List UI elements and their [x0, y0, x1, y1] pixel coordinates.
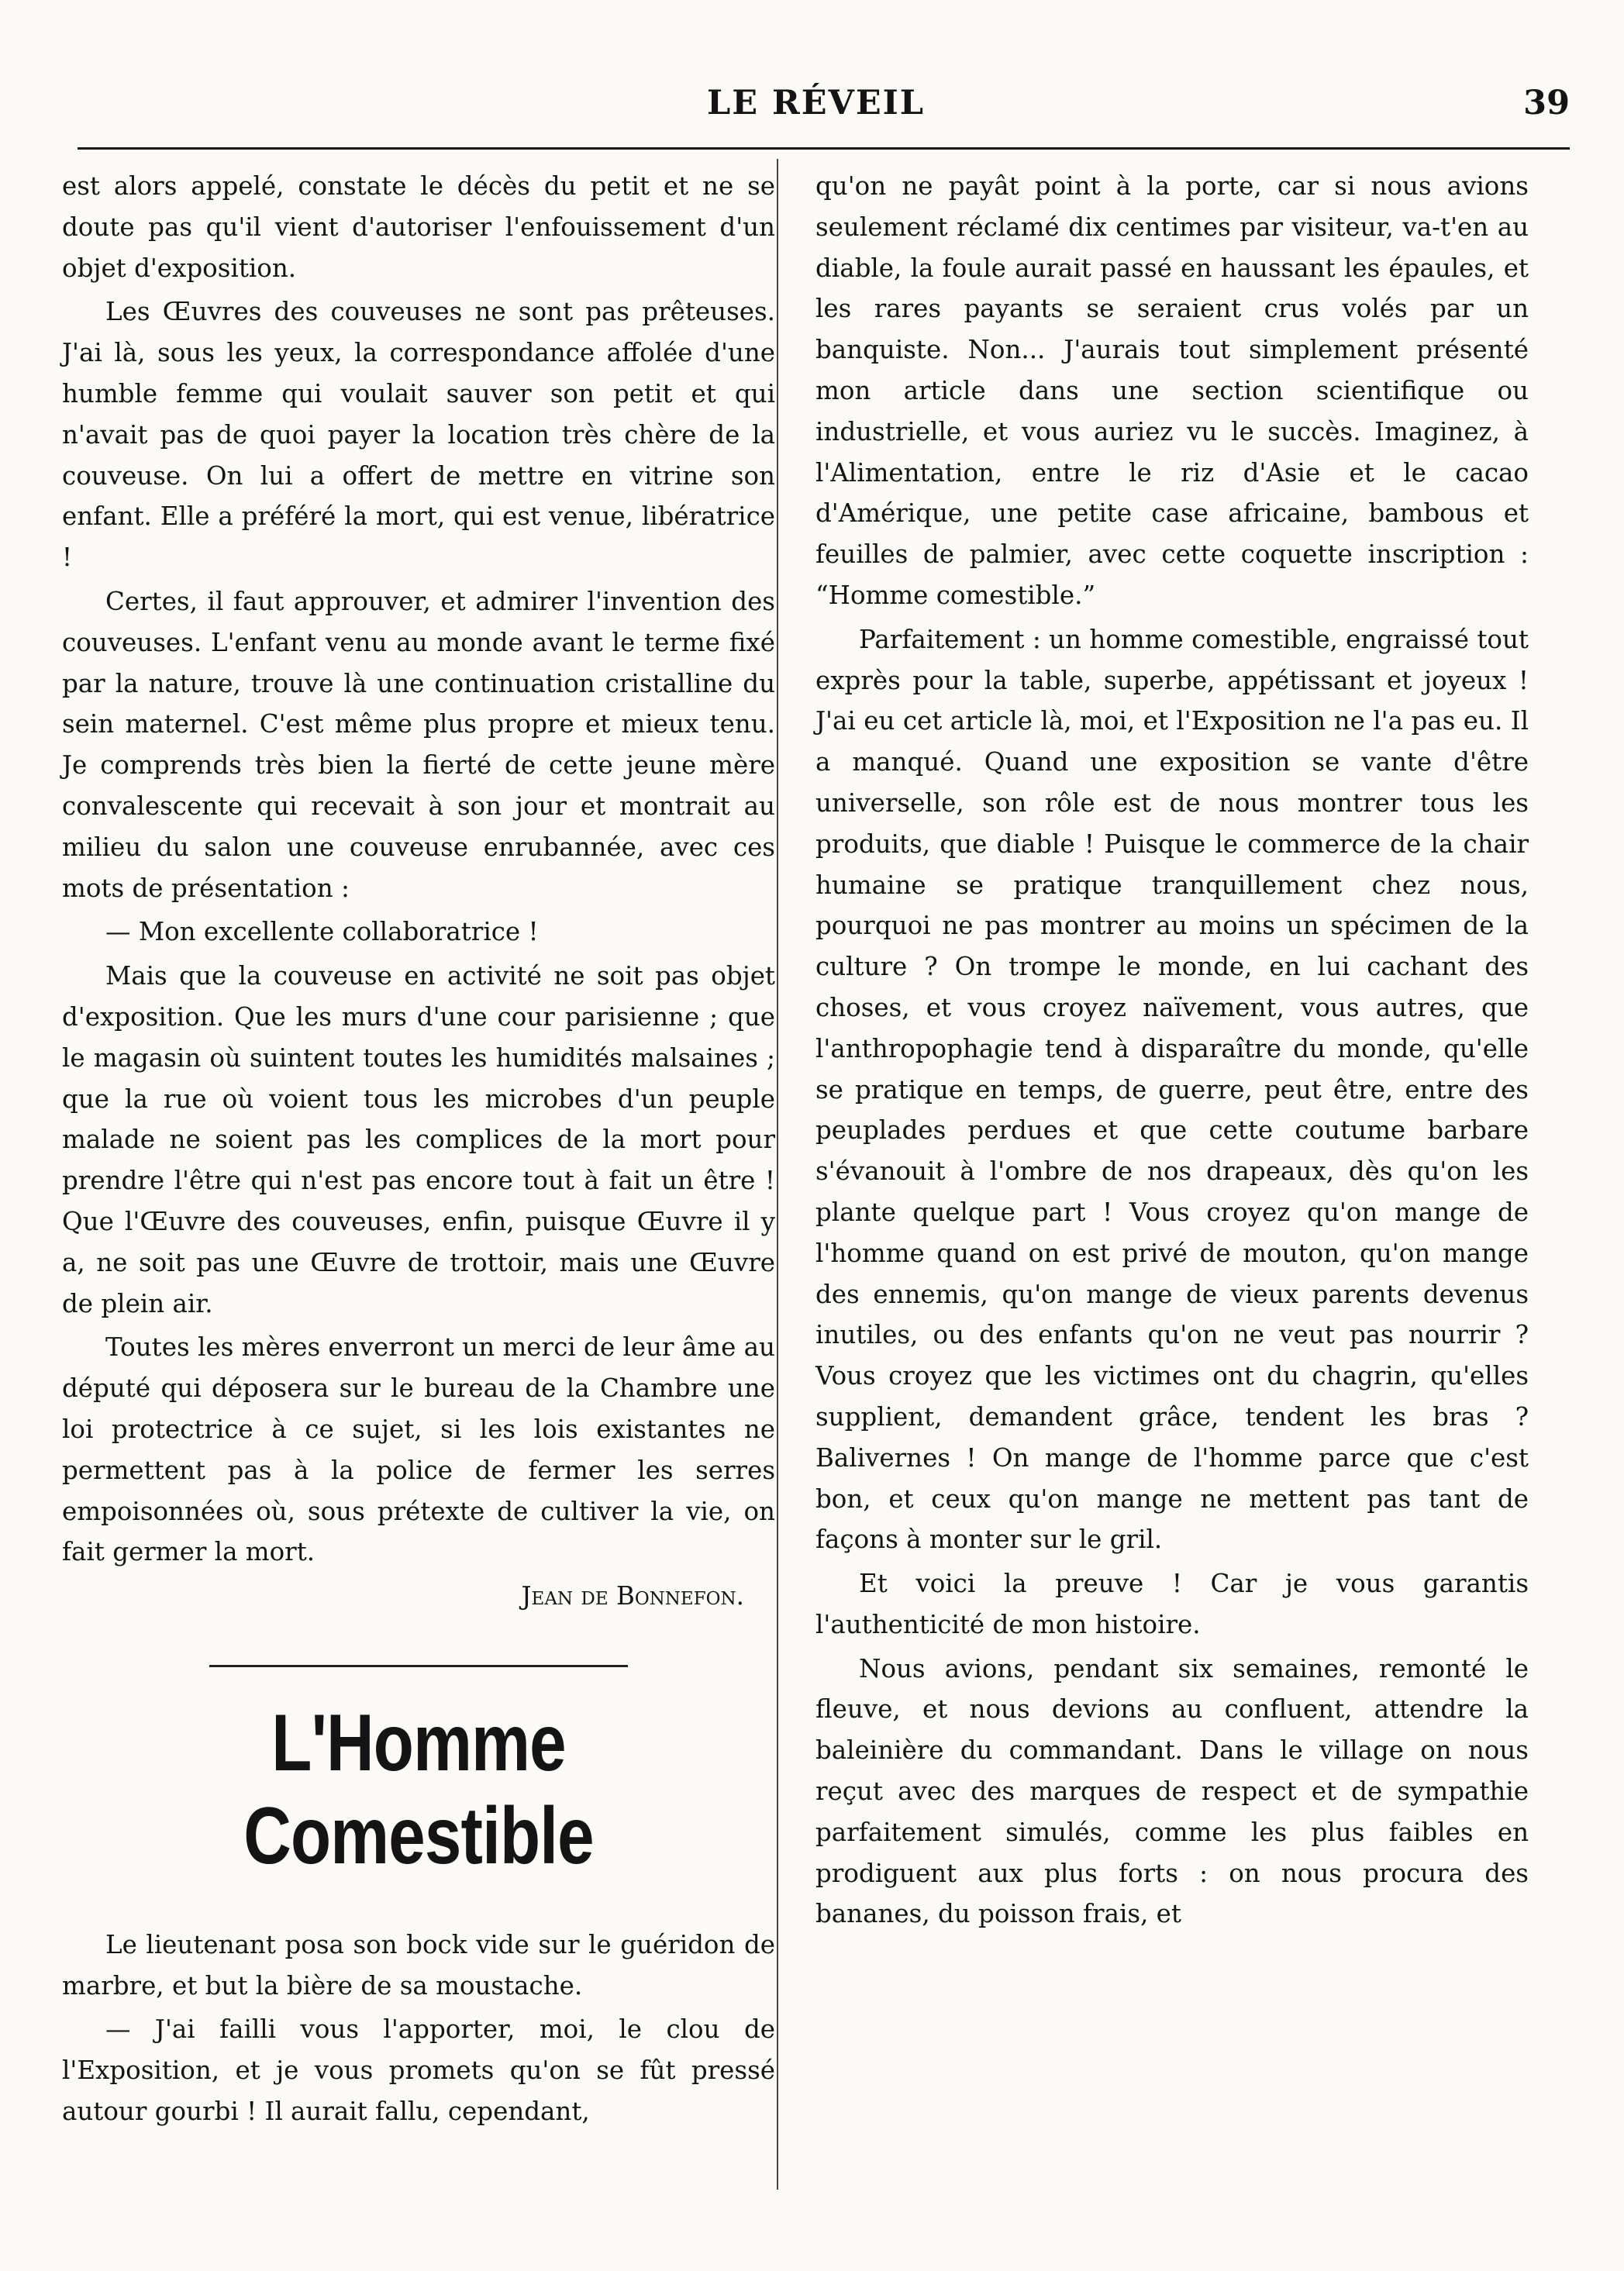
- paragraph: Les Œuvres des couveuses ne sont pas prêteuses. J'ai là, sous les yeux, la correspondance affolée d'une humble femme qui voulait sauver son petit et qui n'avait pas de quoi payer la location très chère de la couveuse. On lui a offert de mettre en vitrine son enfant. Elle a préféré la mort, qui est venue, libératrice !: [62, 297, 775, 573]
- paragraph: — J'ai failli vous l'apporter, moi, le clou de l'Exposition, et je vous promets qu'on se fût pressé autour gourbi ! Il aurait fallu, cependant,: [62, 2014, 775, 2127]
- section-separator: [209, 1665, 628, 1667]
- paragraph: Certes, il faut approuver, et admirer l'invention des couveuses. L'enfant venu au monde avant le terme fixé par la nature, trouve là une continuation cristalline du sein maternel. C'est même plus propre et mieux tenu. Je comprends très bien la fierté de cette jeune mère convalescente qui recevait à son jour et montrait au milieu du salon une couveuse enrubannée, avec ces mots de présentation :: [62, 586, 775, 903]
- paragraph: Et voici la preuve ! Car je vous garantis l'authenticité de mon histoire.: [815, 1569, 1529, 1639]
- header-rule: [78, 147, 1570, 150]
- paragraph: Toutes les mères enverront un merci de leur âme au député qui déposera sur le bureau de la Chambre une loi protectrice à ce sujet, si les lois existantes ne permettent pas à la police de fermer les serres empoisonnées où, sous prétexte de cultiver la vie, on fait germer la mort.: [62, 1332, 775, 1567]
- paragraph: Parfaitement : un homme comestible, engraissé tout exprès pour la table, superbe, appétissant et joyeux ! J'ai eu cet article là, moi, et l'Exposition ne l'a pas eu. Il a manqué. Quand une exposition se vante d'être universelle, son rôle est de nous montrer tous les produits, que diable ! Puisque le commerce de la chair humaine se pratique tranquillement chez nous, pourquoi ne pas montrer au moins un spécimen de la culture ? On trompe le monde, en lui cachant des choses, et vous croyez naïvement, vous autres, que l'anthropophagie tend à disparaître du monde, qu'elle se pratique en temps, de guerre, peut être, entre des peuplades perdues et que cette coutume barbare s'évanouit à l'ombre de nos drapeaux, dès qu'on les plante quelque part ! Vous croyez qu'on mange de l'homme quand on est privé de mouton, qu'on mange des ennemis, qu'on mange de vieux parents devenus inutiles, ou des enfants qu'on ne veut pas nourrir ? Vous croyez que les victimes ont du chagrin, qu'elles supplient, demandent grâce, tendent les bras ? Balivernes ! On mange de l'homme parce que c'est bon, et ceux qu'on mange ne mettent pas tant de façons à monter sur le gril.: [815, 624, 1529, 1555]
- right-column: [815, 166, 1529, 2240]
- paragraph: — Mon excellente collaboratrice !: [105, 917, 539, 947]
- paragraph: est alors appelé, constate le décès du petit et ne se doute pas qu'il vient d'autoriser l'enfouissement d'un objet d'exposition.: [62, 171, 775, 283]
- left-column: [62, 166, 775, 2240]
- paragraph: Le lieutenant posa son bock vide sur le guéridon de marbre, et but la bière de sa moustache.: [62, 1929, 775, 2000]
- paragraph: Nous avions, pendant six semaines, remonté le fleuve, et nous devions au confluent, attendre la baleinière du commandant. Dans le village on nous reçut avec des marques de respect et de sympathie parfaitement simulés, comme les plus faibles en prodiguent aux plus forts : on nous procura des bananes, du poisson frais, et: [815, 1653, 1529, 1929]
- page-header: [62, 84, 1570, 138]
- paragraph: Mais que la couveuse en activité ne soit pas objet d'exposition. Que les murs d'une cour parisienne ; que le magasin où suintent toutes les humidités malsaines ; que la rue où voient tous les microbes d'un peuple malade ne soient pas les complices de la mort pour prendre l'être qui n'est pas encore tout à fait un être ! Que l'Œuvre des couveuses, enfin, puisque Œuvre il y a, ne soit pas une Œuvre de trottoir, mais une Œuvre de plein air.: [62, 961, 775, 1318]
- page-number: 39: [1523, 84, 1570, 122]
- column-divider: [777, 159, 778, 2190]
- article-title: L'Homme Comestible: [243, 1697, 594, 1881]
- author-signature: Jean de Bonnefon.: [521, 1581, 744, 1611]
- running-title: LE RÉVEIL: [707, 84, 925, 122]
- paragraph: qu'on ne payât point à la porte, car si nous avions seulement réclamé dix centimes par visiteur, va-t'en au diable, la foule aurait passé en haussant les épaules, et les rares payants se seraient crus volés par un banquiste. Non... J'aurais tout simplement présenté mon article dans une section scientifique ou industrielle, et vous auriez vu le succès. Imaginez, à l'Alimentation, entre le riz d'Asie et le cacao d'Amérique, une petite case africaine, bambous et feuilles de palmier, avec cette coquette inscription : “Homme comestible.”: [815, 171, 1529, 610]
